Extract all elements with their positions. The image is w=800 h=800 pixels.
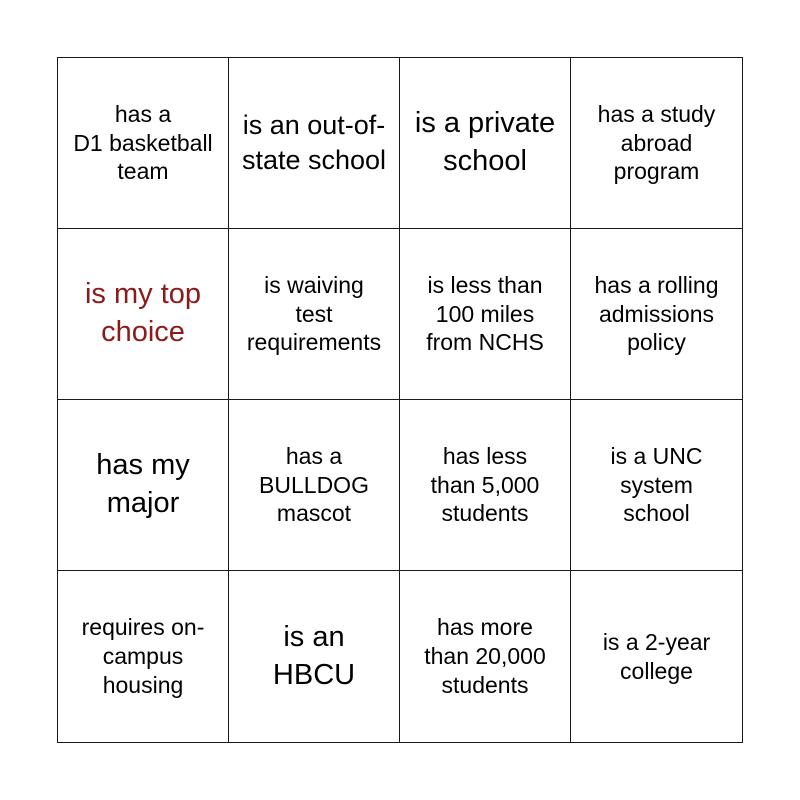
- bingo-cell[interactable]: [229, 571, 400, 742]
- bingo-cell-label: is a 2-year college: [602, 628, 711, 684]
- bingo-cell-label: requires on- campus housing: [81, 614, 205, 698]
- bingo-cell-label: is a UNC system school: [610, 442, 703, 527]
- bingo-cell-label: has a BULLDOG mascot: [259, 442, 369, 527]
- bingo-cell-label: is an HBCU: [272, 620, 356, 691]
- bingo-cell[interactable]: [229, 400, 400, 571]
- bingo-cell-label: has a D1 basketball team: [73, 100, 213, 185]
- bingo-cell[interactable]: [400, 58, 571, 229]
- bingo-cell-label: is less than 100 miles from NCHS: [426, 271, 544, 356]
- bingo-cell-label: is my top choice: [84, 278, 202, 348]
- bingo-cell-label: has more than 20,000 students: [424, 614, 546, 698]
- bingo-cell[interactable]: [58, 400, 229, 571]
- bingo-cell[interactable]: [400, 229, 571, 400]
- bingo-cell[interactable]: [400, 400, 571, 571]
- bingo-cell-label: has my major: [96, 449, 190, 519]
- bingo-cell[interactable]: [571, 229, 742, 400]
- bingo-cell[interactable]: [229, 58, 400, 229]
- bingo-cell-label: has less than 5,000 students: [430, 442, 540, 527]
- bingo-cell[interactable]: [571, 400, 742, 571]
- bingo-cell[interactable]: [58, 229, 229, 400]
- bingo-cell-label: has a study abroad program: [597, 100, 716, 185]
- bingo-cell-label: is waiving test requirements: [246, 271, 382, 356]
- bingo-cell[interactable]: [58, 571, 229, 742]
- bingo-cell-label: has a rolling admissions policy: [594, 271, 719, 356]
- bingo-cell[interactable]: [58, 58, 229, 229]
- bingo-cell[interactable]: [229, 229, 400, 400]
- bingo-cell[interactable]: [400, 571, 571, 742]
- bingo-cell-label: is an out-of- state school: [241, 109, 387, 175]
- bingo-cell[interactable]: [571, 571, 742, 742]
- bingo-cell-label: is a private school: [414, 107, 556, 177]
- bingo-board: [57, 57, 743, 743]
- bingo-cell[interactable]: [571, 58, 742, 229]
